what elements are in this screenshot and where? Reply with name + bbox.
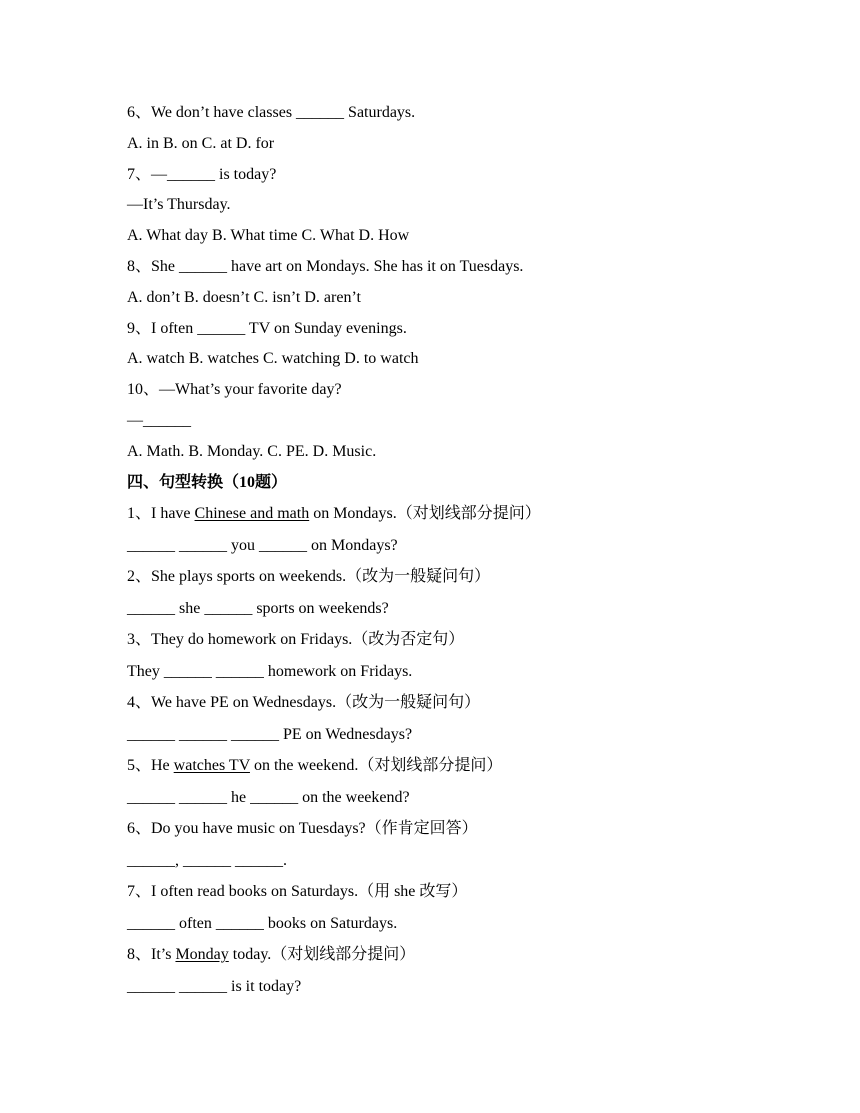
question-7: 7、—______ is today? [127, 165, 277, 183]
q5-underlined: watches TV [173, 757, 250, 775]
options-6: A. in B. on C. at D. for [127, 134, 275, 152]
transform-question-3: 3、They do homework on Fridays.（改为否定句） [127, 631, 465, 649]
transform-question-5 [127, 750, 767, 782]
transform-answer-8: ______ ______ is it today? [127, 977, 302, 995]
transform-question-2: 2、She plays sports on weekends.（改为一般疑问句） [127, 568, 491, 586]
q5-suffix: on the weekend.（对划线部分提问） [249, 757, 503, 775]
transform-answer-7: ______ often ______ books on Saturdays. [127, 914, 398, 932]
transform-question-8 [127, 939, 767, 971]
transform-question-6: 6、Do you have music on Tuesdays?（作肯定回答） [127, 820, 478, 838]
exercise-content [127, 98, 767, 1002]
section-heading: 四、句型转换（10题） [127, 473, 288, 491]
question-6: 6、We don’t have classes ______ Saturdays. [127, 104, 416, 121]
transform-question-1 [127, 498, 767, 530]
question-8: 8、She ______ have art on Mondays. She has it on Tuesdays. [127, 257, 524, 275]
q8-prefix: 8、It’s [127, 946, 176, 964]
transform-question-7: 7、I often read books on Saturdays.（用 she 改写） [127, 883, 468, 901]
question-10: 10、—What’s your favorite day? [127, 381, 342, 399]
q5-prefix: 5、He [127, 757, 174, 775]
options-7: A. What day B. What time C. What D. How [127, 227, 410, 245]
q1-suffix: on Mondays.（对划线部分提问） [309, 505, 541, 523]
options-8: A. don’t B. doesn’t C. isn’t D. aren’t [127, 288, 361, 306]
q8-suffix: today.（对划线部分提问） [228, 946, 416, 964]
question-9: 9、I often ______ TV on Sunday evenings. [127, 319, 407, 337]
question-7-reply: —It’s Thursday. [127, 196, 231, 214]
transform-answer-4: ______ ______ ______ PE on Wednesdays? [127, 725, 413, 743]
transform-answer-6: ______, ______ ______. [127, 851, 287, 869]
transform-answer-1: ______ ______ you ______ on Mondays? [127, 536, 398, 554]
question-10-reply: —______ [127, 411, 191, 429]
options-9: A. watch B. watches C. watching D. to watch [127, 350, 419, 368]
q1-underlined: Chinese and math [194, 505, 310, 523]
q8-underlined: Monday [175, 946, 229, 964]
transform-answer-2: ______ she ______ sports on weekends? [127, 599, 389, 617]
transform-question-4: 4、We have PE on Wednesdays.（改为一般疑问句） [127, 694, 481, 712]
q1-prefix: 1、I have [127, 505, 195, 523]
transform-answer-5: ______ ______ he ______ on the weekend? [127, 788, 410, 806]
transform-answer-3: They ______ ______ homework on Fridays. [127, 662, 413, 680]
options-10: A. Math. B. Monday. C. PE. D. Music. [127, 442, 377, 460]
